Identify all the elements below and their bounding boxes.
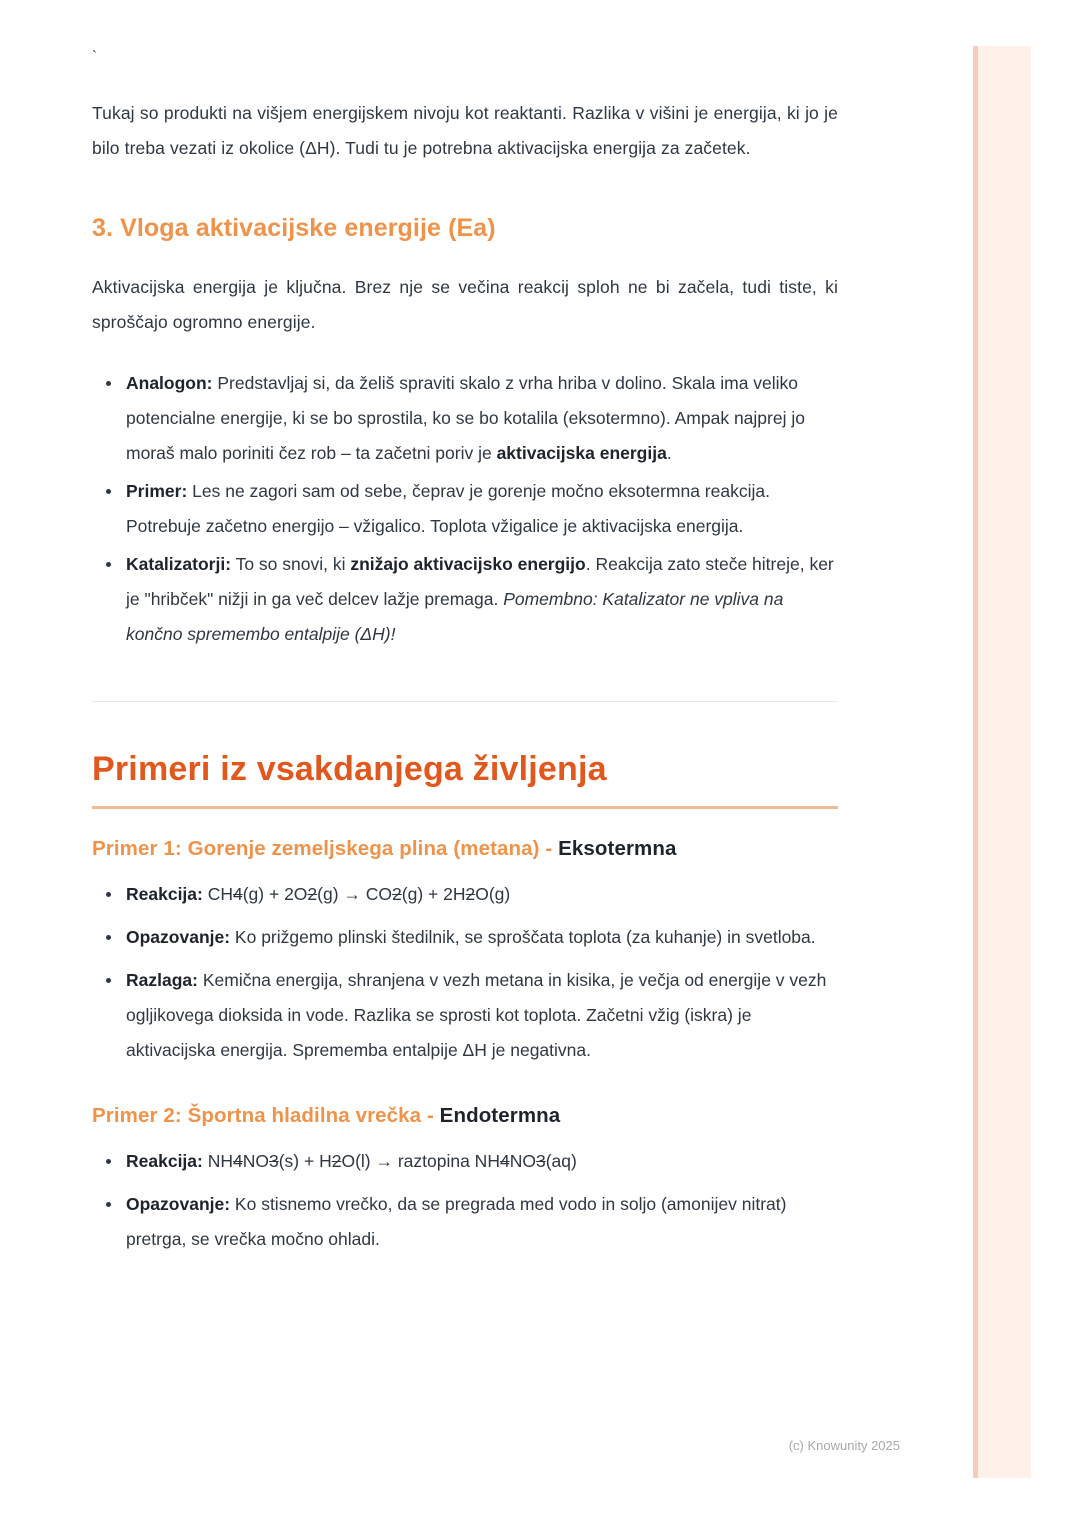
formula-segment: (g) + 2H — [401, 884, 466, 904]
formula-subscript: 4 — [499, 1151, 510, 1171]
formula-segment: CH — [202, 884, 233, 904]
list-item — [126, 547, 838, 652]
right-edge-stripe-line — [973, 46, 978, 1478]
formula-subscript: 3 — [535, 1151, 546, 1171]
list-item — [126, 1144, 838, 1179]
copyright-watermark: (c) Knowunity 2025 — [788, 1438, 900, 1453]
example-reaction-type-label: Endotermna — [439, 1104, 561, 1127]
list-item-italic-note: Pomembno: Katalizator ne vpliva na končno spremembo entalpije (ΔH)! — [126, 589, 784, 644]
intro-paragraph: Tukaj so produkti na višjem energijskem nivoju kot reaktanti. Razlika v višini je energija, ki jo je bilo treba vezati iz okolice (ΔH). Tudi tu je potrebna aktivacijska energija za začetek. — [92, 103, 838, 158]
list-item-label: Analogon: — [126, 373, 213, 393]
spacer — [92, 1076, 838, 1102]
chemical-equation — [203, 1151, 577, 1171]
formula-segment: NH — [202, 1151, 233, 1171]
list-item-label: Opazovanje: — [126, 1194, 231, 1214]
chemical-equation — [203, 884, 510, 904]
activation-energy-paragraph: Aktivacijska energija je ključna. Brez nje se večina reakcij sploh ne bi začela, tudi tiste, ki sproščajo ogromno energije. — [92, 277, 838, 332]
list-item-label: Reakcija: — [126, 884, 203, 904]
list-item — [126, 1187, 838, 1257]
formula-subscript: 2 — [465, 884, 476, 904]
page-title-examples: Primeri iz vsakdanjega življenja — [92, 750, 607, 788]
list-item-label: Razlaga: — [126, 970, 198, 990]
spacer — [92, 1130, 838, 1144]
example-heading — [92, 1102, 838, 1130]
spacer — [92, 166, 838, 212]
formula-subscript: 2 — [392, 884, 402, 904]
list-item-text: Predstavljaj si, da želiš spraviti skalo z vrha hriba v dolino. Skala ima veliko potencialne energije, ki se bo sprostila, ko se bo kotalila (eksotermno). Ampak najprej jo moraš malo poriniti čez rob – ta začetni poriv je — [126, 373, 805, 463]
spacer — [92, 340, 838, 366]
list-item-label: Reakcija: — [126, 1151, 203, 1171]
formula-segment: NO — [509, 1151, 536, 1171]
list-item-label: Opazovanje: — [126, 927, 231, 947]
list-item — [126, 877, 838, 912]
list-item-label: Katalizatorji: — [126, 554, 232, 574]
list-item-text: Ko prižgemo plinski štedilnik, se sproščata toplota (za kuhanje) in svetloba. — [230, 927, 816, 947]
formula-segment: NO — [242, 1151, 269, 1171]
formula-subscript: 3 — [268, 1151, 279, 1171]
list-item-text: Kemična energija, shranjena v vezh metana in kisika, je večja od energije v vezh ogljikovega dioksida in vode. Razlika se sprosti kot toplota. Začetni vžig (iskra) je aktivacijska energija. Sprememba entalpije ΔH je negativna. — [126, 970, 827, 1060]
list-item-text: Ko stisnemo vrečko, da se pregrada med vodo in soljo (amonijev nitrat) pretrga, se vrečka močno ohladi. — [126, 1194, 787, 1249]
list-item — [126, 474, 838, 544]
list-item — [126, 963, 838, 1068]
spacer — [92, 244, 838, 270]
stray-backtick-mark: ` — [92, 48, 97, 65]
examples-container — [92, 835, 838, 1291]
example-bullet-list — [92, 877, 838, 1068]
list-item-emphasis: aktivacijska energija — [496, 443, 667, 463]
formula-subscript: 4 — [233, 884, 243, 904]
formula-segment: O(l) → raztopina NH — [341, 1151, 500, 1171]
formula-segment: O(g) — [475, 884, 511, 904]
spacer — [92, 702, 838, 748]
spacer — [92, 863, 838, 877]
list-item — [126, 920, 838, 955]
section-heading-activation-energy: 3. Vloga aktivacijske energije (Ea) — [92, 214, 496, 242]
spacer — [92, 1265, 838, 1291]
formula-segment: (s) + H — [278, 1151, 332, 1171]
example-reaction-type-label: Eksotermna — [558, 837, 677, 860]
formula-subscript: 2 — [307, 884, 318, 904]
list-item-text-tail: . Reakcija zato steče hitreje, ker je "hribček" nižji in ga več delcev lažje premaga. — [126, 554, 834, 609]
formula-segment: (g) → CO — [317, 884, 393, 904]
list-item-emphasis: znižajo aktivacijsko energijo — [350, 554, 586, 574]
list-item — [126, 366, 838, 471]
activation-energy-bullet-list — [92, 366, 838, 652]
formula-segment: (aq) — [545, 1151, 577, 1171]
example-heading-title: Primer 1: Gorenje zemeljskega plina (metana) - — [92, 837, 559, 860]
list-item-text: Les ne zagori sam od sebe, čeprav je gorenje močno eksotermna reakcija. Potrebuje začetno energijo – vžigalico. Toplota vžigalice je aktivacijska energija. — [126, 481, 770, 536]
list-item-label: Primer: — [126, 481, 188, 501]
spacer — [92, 809, 838, 835]
list-item-text-tail: . — [666, 443, 672, 463]
example-bullet-list — [92, 1144, 838, 1257]
example-heading-title: Primer 2: Športna hladilna vrečka - — [92, 1104, 440, 1127]
formula-subscript: 2 — [331, 1151, 342, 1171]
example-heading — [92, 835, 838, 863]
spacer — [92, 70, 838, 96]
formula-subscript: 4 — [233, 1151, 243, 1171]
list-item-text: To so snovi, ki — [231, 554, 351, 574]
formula-segment: (g) + 2O — [242, 884, 308, 904]
spacer — [92, 655, 838, 701]
right-edge-stripe-panel — [973, 46, 1031, 1478]
